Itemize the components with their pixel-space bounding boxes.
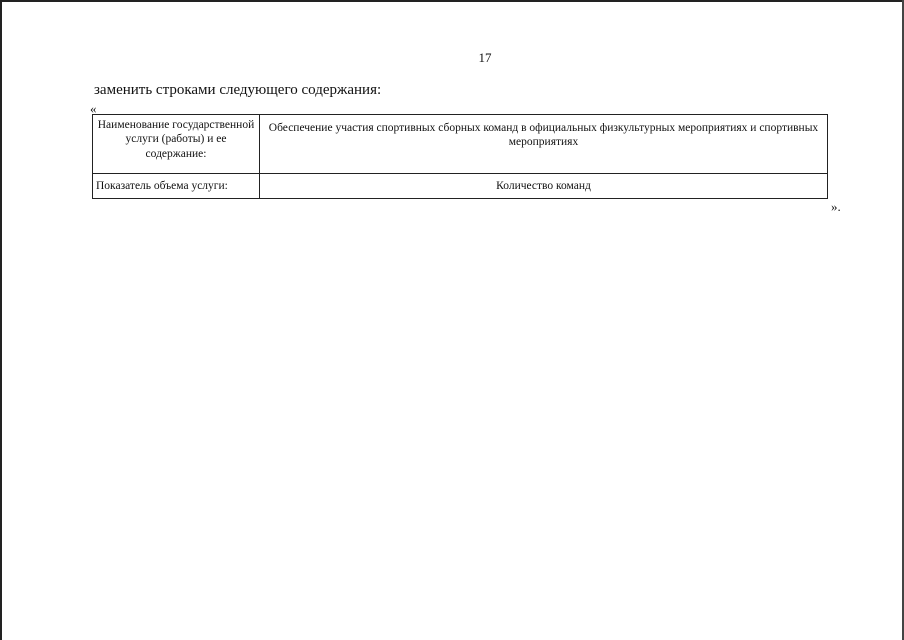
service-name-value: Обеспечение участия спортивных сборных команд в официальных физкультурных мероприятиях и спортивных мероприятиях [260, 115, 828, 174]
open-quote: « [90, 101, 97, 116]
table-row-service-name [93, 115, 828, 174]
service-name-label: Наименование государственной услуги (работы) и ее содержание: [93, 115, 260, 174]
page-number: 17 [478, 50, 492, 65]
service-table [92, 114, 828, 199]
close-quote: ». [831, 199, 841, 214]
volume-indicator-value: Количество команд [260, 174, 828, 199]
scan-edge-top [0, 0, 904, 2]
scan-edge-left [0, 0, 2, 640]
volume-indicator-label: Показатель объема услуги: [93, 174, 260, 199]
intro-text: заменить строками следующего содержания: [94, 82, 382, 98]
table-row-volume-indicator [93, 174, 828, 199]
